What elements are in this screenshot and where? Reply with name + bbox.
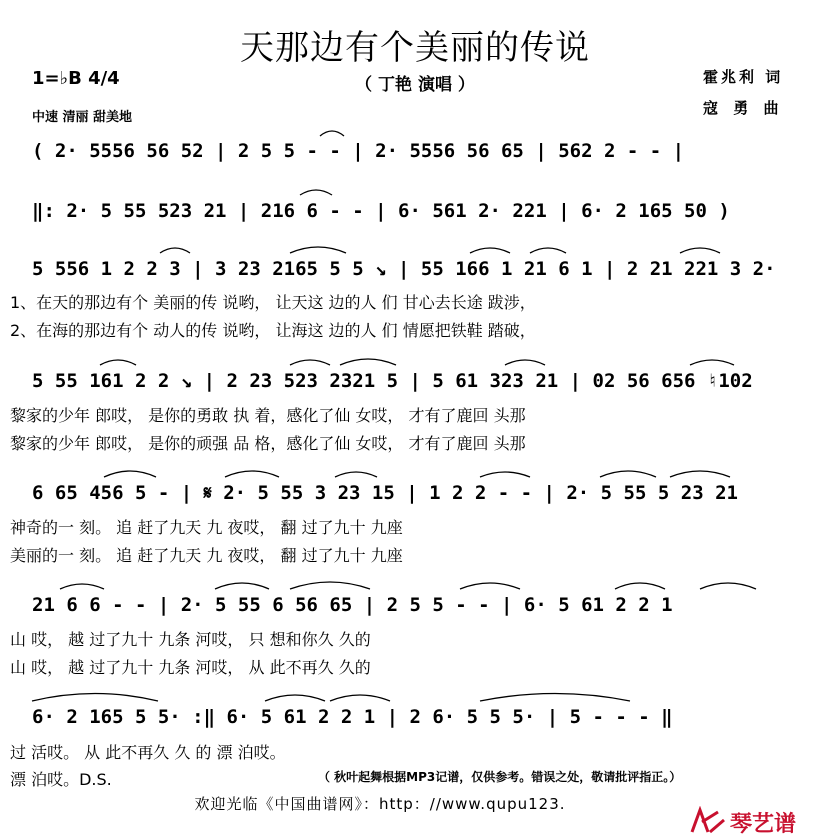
slur-arc [335, 472, 377, 477]
slur-arc [265, 695, 325, 701]
site-footer-text: 欢迎光临《中国曲谱网》：http：//www.qupu123. [194, 795, 566, 813]
score-note-row: 6· 2 165 5 5· :‖ 6· 5 61 2 2 1 | 2 6· 5 5 5· | 5 - - - ‖ [32, 706, 673, 728]
slur-arc [160, 248, 190, 253]
slur-arc [320, 131, 344, 136]
lyric-line: 美丽的一 刻。 追 赶了九天 九 夜哎， 翻 过了九十 九座 [10, 546, 403, 565]
slur-arc [225, 471, 279, 477]
score-note-row: ‖: 2· 5 55 523 21 | 216 6 - - | 6· 561 2· 221 | 6· 2 165 50 ) [32, 200, 730, 222]
slur-arc [104, 471, 156, 477]
score-note-row: 21 6 6 - - | 2· 5 55 6 56 65 | 2 5 5 - - | 6· 5 61 2 2 1 [32, 594, 673, 616]
slur-arc [690, 360, 734, 365]
lyric-line: 神奇的一 刻。 追 赶了九天 九 夜哎， 翻 过了九十 九座 [10, 518, 403, 537]
site-logo [688, 806, 818, 836]
song-title: 天那边有个美丽的传说 [240, 28, 590, 68]
slur-arc [460, 583, 520, 589]
lyric-line: 1、在天的那边有个 美丽的传 说哟， 让天这 边的人 们 甘心去长途 跋涉， [10, 293, 536, 312]
transcriber-note: （ 秋叶起舞根据MP3记谱，仅供参考。错误之处，敬请批评指正。） [318, 770, 682, 784]
slur-arc [340, 359, 396, 365]
slur-arc [300, 190, 332, 195]
slur-arc [330, 695, 390, 701]
slur-arc [100, 360, 136, 365]
key-signature: 1=♭B 4/4 [32, 68, 120, 89]
logo-mark-icon [688, 806, 728, 836]
slur-arc [480, 472, 530, 477]
tempo-marking: 中速 清丽 甜美地 [32, 110, 133, 125]
slur-arc [290, 360, 330, 365]
slur-arc [215, 583, 269, 589]
slur-arc [470, 248, 510, 253]
slur-arc [60, 584, 104, 589]
logo-text: 琴艺谱 [730, 812, 797, 837]
singer-credit: （ 丁艳 演唱 ） [355, 75, 475, 95]
slur-arc [670, 471, 730, 477]
slur-arc [480, 694, 630, 702]
slur-arc [600, 471, 656, 477]
lyric-line: 漂 泊哎。D.S. [10, 770, 112, 789]
slur-arc [290, 247, 346, 253]
slur-arc [290, 582, 370, 589]
slur-arc [32, 694, 158, 702]
score-note-row: ( 2· 5556 56 52 | 2 5 5 - - | 2· 5556 56 65 | 562 2 - - | [32, 140, 685, 162]
composer-credit: 寇 勇 曲 [703, 99, 784, 117]
lyric-line: 2、在海的那边有个 动人的传 说哟， 让海这 边的人 们 情愿把铁鞋 踏破， [10, 321, 536, 340]
score-note-row: 5 55 161 2 2 ↘ | 2 23 523 2321 5 | 5 61 323 21 | 02 56 656 ♮102 [32, 370, 753, 392]
slur-arc [530, 248, 566, 253]
lyricist-credit: 霍兆利 词 [703, 68, 784, 86]
slur-arc [680, 248, 720, 253]
slur-arc [505, 360, 545, 365]
score-note-row: 5 556 1 2 2 3 | 3 23 2165 5 5 ↘ | 55 166 1 21 6 1 | 2 21 221 3 2· [32, 258, 776, 280]
lyric-line: 过 活哎。 从 此不再久 久 的 漂 泊哎。 [10, 743, 286, 762]
slur-arc [700, 583, 756, 589]
slur-arc [615, 583, 665, 589]
score-note-row: 6 65 456 5 - | 𝄋 2· 5 55 3 23 15 | 1 2 2 - - | 2· 5 55 5 23 21 [32, 482, 738, 504]
lyric-line: 黎家的少年 郎哎， 是你的顽强 品 格，感化了仙 女哎， 才有了鹿回 头那 [10, 434, 526, 453]
lyric-line: 山 哎， 越 过了九十 九条 河哎， 从 此不再久 久的 [10, 658, 371, 677]
lyric-line: 山 哎， 越 过了九十 九条 河哎， 只 想和你久 久的 [10, 630, 371, 649]
lyric-line: 黎家的少年 郎哎， 是你的勇敢 执 着，感化了仙 女哎， 才有了鹿回 头那 [10, 406, 526, 425]
